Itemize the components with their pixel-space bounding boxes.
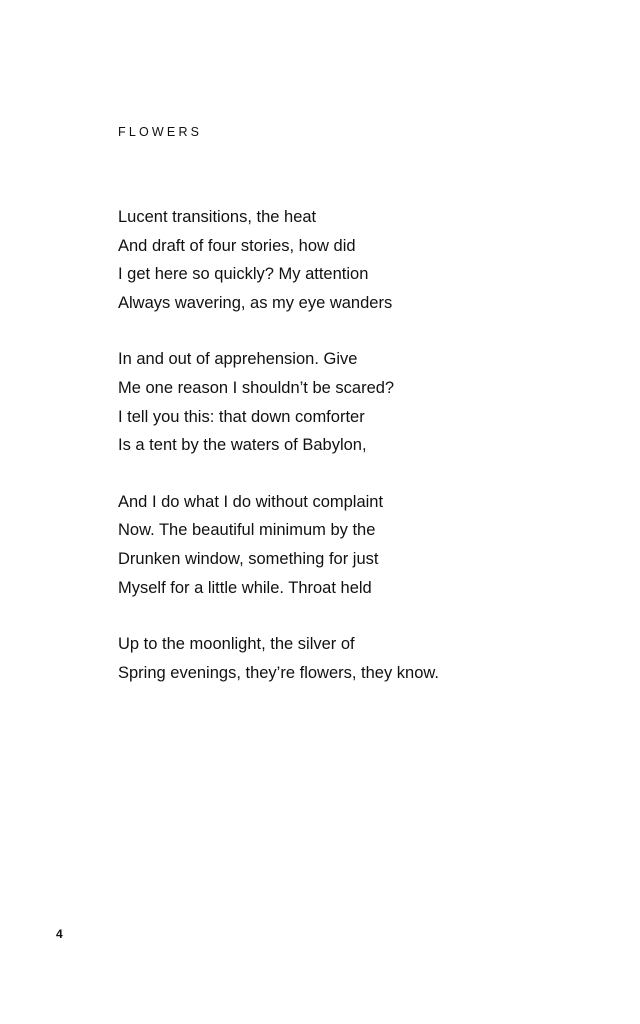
poem-line: Is a tent by the waters of Babylon, (118, 436, 367, 455)
poem-line: Always wavering, as my eye wanders (118, 293, 393, 312)
poem-line: Lucent transitions, the heat (118, 208, 317, 226)
poem-line: Me one reason I shouldn’t be scared? (118, 378, 395, 397)
poem-line: Drunken window, something for just (118, 549, 379, 568)
poem-line: And I do what I do without complaint (118, 492, 384, 511)
poem-line: Now. The beautiful minimum by the (118, 521, 376, 540)
page-number: 4 (56, 927, 63, 941)
stanza-4 (118, 630, 598, 687)
poem-line: Myself for a little while. Throat held (118, 578, 372, 597)
poem-line: In and out of apprehension. Give (118, 350, 358, 369)
poem-line: Spring evenings, they’re flowers, they know. (118, 663, 440, 682)
poem-line: I tell you this: that down comforter (118, 407, 365, 426)
poem-title: FLOWERS (118, 125, 203, 139)
stanza-1 (118, 203, 598, 317)
poem-body (118, 203, 598, 715)
stanza-3 (118, 488, 598, 602)
poem-line: Up to the moonlight, the silver of (118, 635, 355, 654)
poem-line: I get here so quickly? My attention (118, 265, 369, 284)
poem-line: And draft of four stories, how did (118, 236, 356, 255)
stanza-2 (118, 345, 598, 459)
